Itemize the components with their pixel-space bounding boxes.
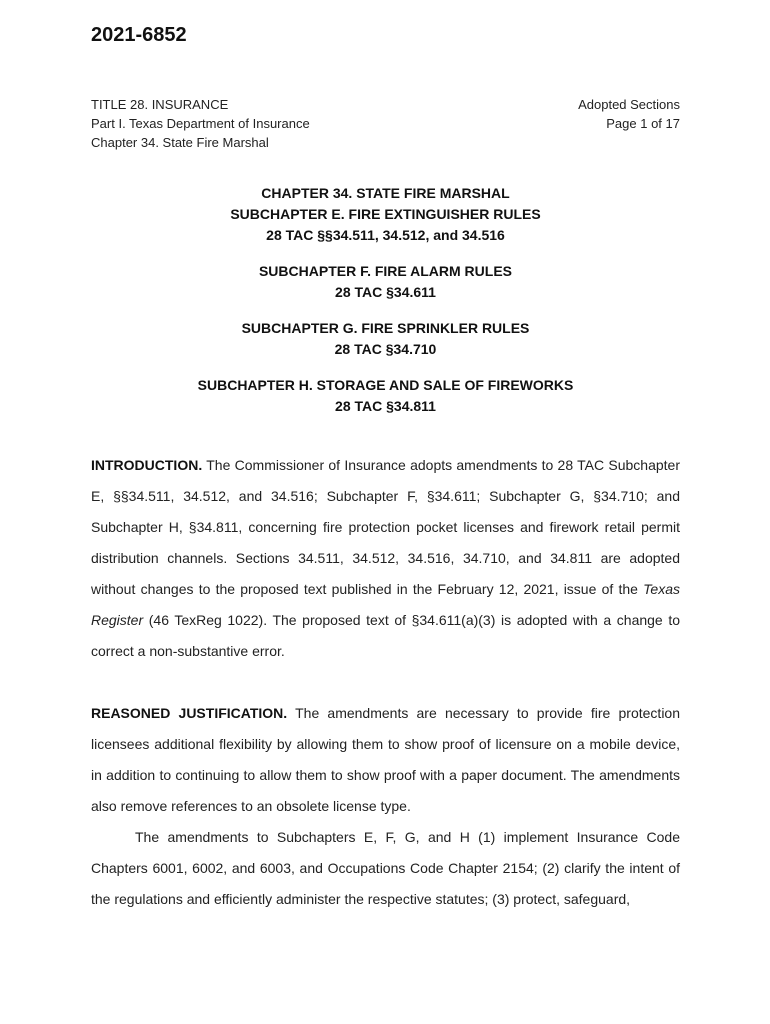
header-section-type: Adopted Sections <box>578 97 680 112</box>
introduction-paragraph <box>91 450 680 667</box>
justification-paragraph <box>91 698 680 822</box>
subchapter-h-sections: 28 TAC §34.811 <box>335 398 436 414</box>
title-block-f <box>91 261 680 303</box>
document-id: 2021-6852 <box>91 24 187 46</box>
subchapter-f-heading: SUBCHAPTER F. FIRE ALARM RULES <box>258 263 513 279</box>
amendments-paragraph: The amendments to Subchapters E, F, G, and H (1) implement Insurance Code Chapters 6001, 6002, and 6003, and Occupations Code Chapter 2154; (2) clarify the intent of the regulations and efficiently administer the respective statutes; (3) protect, safeguard, <box>91 829 680 907</box>
subchapter-e-heading: SUBCHAPTER E. FIRE EXTINGUISHER RULES <box>230 206 541 222</box>
title-block-chapter <box>91 183 680 246</box>
header-left <box>91 95 310 152</box>
header-chapter: Chapter 34. State Fire Marshal <box>91 135 269 150</box>
subchapter-h-heading: SUBCHAPTER H. STORAGE AND SALE OF FIREWORKS <box>197 377 574 393</box>
justification-heading: REASONED JUSTIFICATION. <box>91 705 288 721</box>
justification-text: The amendments are necessary to provide fire protection licensees additional flexibility by allowing them to show proof of licensure on a mobile device, in addition to continuing to allow them to show proof with a paper document. The amendments also remove references to an obsolete license type. <box>91 705 681 814</box>
subchapter-f-sections: 28 TAC §34.611 <box>335 284 436 300</box>
page-number: Page 1 of 17 <box>606 116 680 131</box>
document-body <box>91 450 680 915</box>
subchapter-g-heading: SUBCHAPTER G. FIRE SPRINKLER RULES <box>241 320 530 336</box>
subchapter-e-sections: 28 TAC §§34.511, 34.512, and 34.516 <box>266 227 505 243</box>
introduction-text-1: The Commissioner of Insurance adopts amendments to 28 TAC Subchapter E, §§34.511, 34.512, and 34.516; Subchapter F, §34.611; Subchapter G, §34.710; and Subchapter H, §34.811, concerning fire protection pocket licenses and firework retail permit distribution channels. Sections 34.511, 34.512, 34.516, 34.710, and 34.811 are adopted without changes to the proposed text published in the February 12, 2021, issue of the <box>91 457 680 597</box>
publication-name: Texas Register <box>91 581 680 628</box>
title-block-g <box>91 318 680 360</box>
chapter-titles <box>91 183 680 432</box>
header-part: Part I. Texas Department of Insurance <box>91 116 310 131</box>
subchapter-g-sections: 28 TAC §34.710 <box>334 341 437 357</box>
chapter-heading: CHAPTER 34. STATE FIRE MARSHAL <box>261 185 510 201</box>
introduction-heading: INTRODUCTION. <box>91 457 203 473</box>
introduction-text-2: (46 TexReg 1022). The proposed text of §34.611(a)(3) is adopted with a change to correct a non-substantive error. <box>91 612 680 659</box>
header-right <box>578 95 680 133</box>
header-title: TITLE 28. INSURANCE <box>91 97 229 112</box>
title-block-h <box>91 375 680 417</box>
